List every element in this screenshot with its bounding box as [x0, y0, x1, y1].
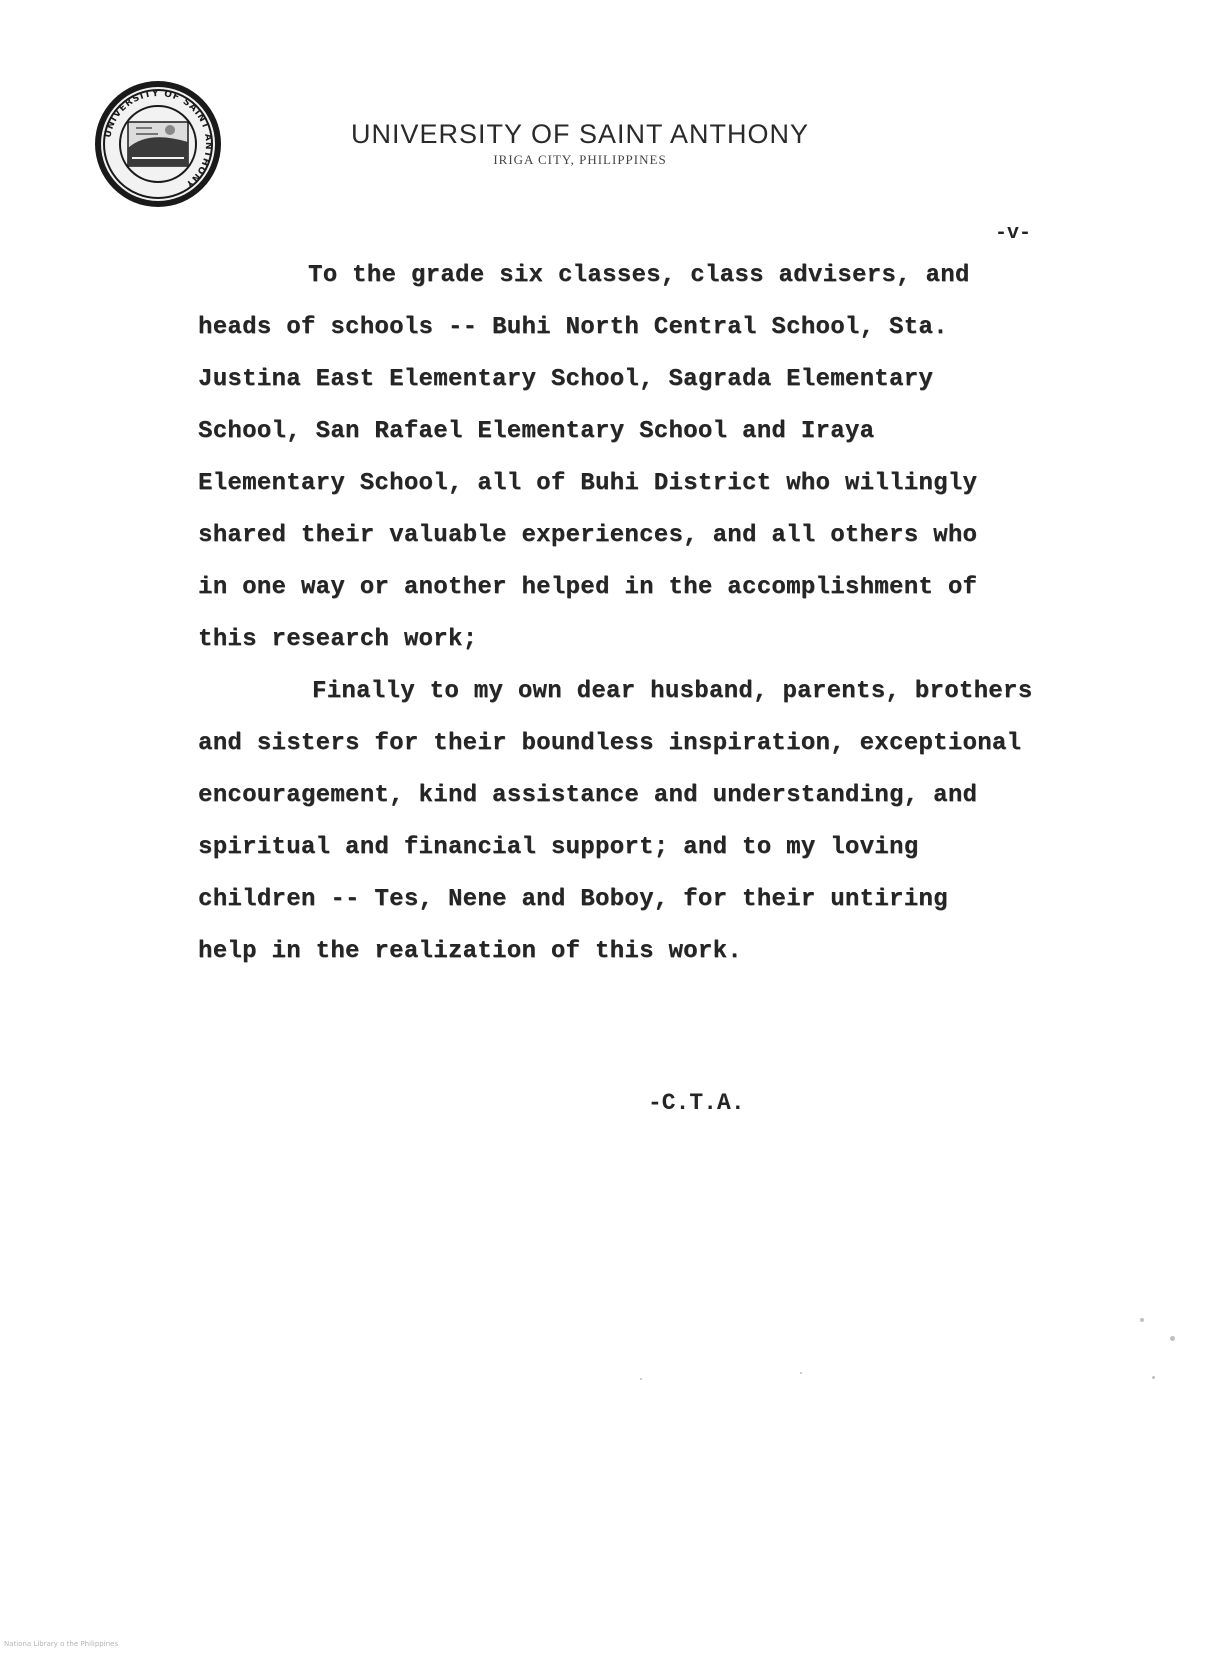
scan-speck — [1170, 1336, 1175, 1341]
letterhead — [300, 118, 860, 168]
body-line: children -- Tes, Nene and Boboy, for their untiring — [198, 886, 948, 913]
body-line: this research work; — [198, 626, 478, 653]
scan-speck — [800, 1372, 802, 1374]
body-line: To the grade six classes, class advisers, and — [308, 262, 970, 289]
body-line: encouragement, kind assistance and understanding, and — [198, 782, 978, 809]
body-line: and sisters for their boundless inspiration, exceptional — [198, 730, 1022, 757]
university-seal-icon — [92, 78, 224, 210]
signature-initials: -C.T.A. — [648, 1090, 745, 1116]
body-line: Finally to my own dear husband, parents, brothers — [312, 678, 1033, 705]
body-line: shared their valuable experiences, and all others who — [198, 522, 978, 549]
body-line: heads of schools -- Buhi North Central School, Sta. — [198, 314, 948, 341]
body-line: in one way or another helped in the accomplishment of — [198, 574, 978, 601]
body-line: Justina East Elementary School, Sagrada Elementary — [198, 366, 934, 393]
scan-speck — [1140, 1318, 1144, 1322]
footer-watermark: Nationa Library o the Philippines — [4, 1640, 119, 1648]
body-line: spiritual and financial support; and to my loving — [198, 834, 919, 861]
body-line: School, San Rafael Elementary School and Iraya — [198, 418, 875, 445]
body-line: Elementary School, all of Buhi District who willingly — [198, 470, 978, 497]
university-location: IRIGA CITY, PHILIPPINES — [493, 152, 667, 167]
body-line: help in the realization of this work. — [198, 938, 742, 965]
scan-speck — [1152, 1376, 1155, 1379]
university-name: UNIVERSITY OF SAINT ANTHONY — [350, 119, 810, 149]
svg-text:UNIVERSITY OF SAINT ANTHONY: UNIVERSITY OF SAINT ANTHONY — [103, 88, 214, 190]
scan-speck — [640, 1378, 642, 1380]
page-number: -v- — [995, 222, 1032, 245]
